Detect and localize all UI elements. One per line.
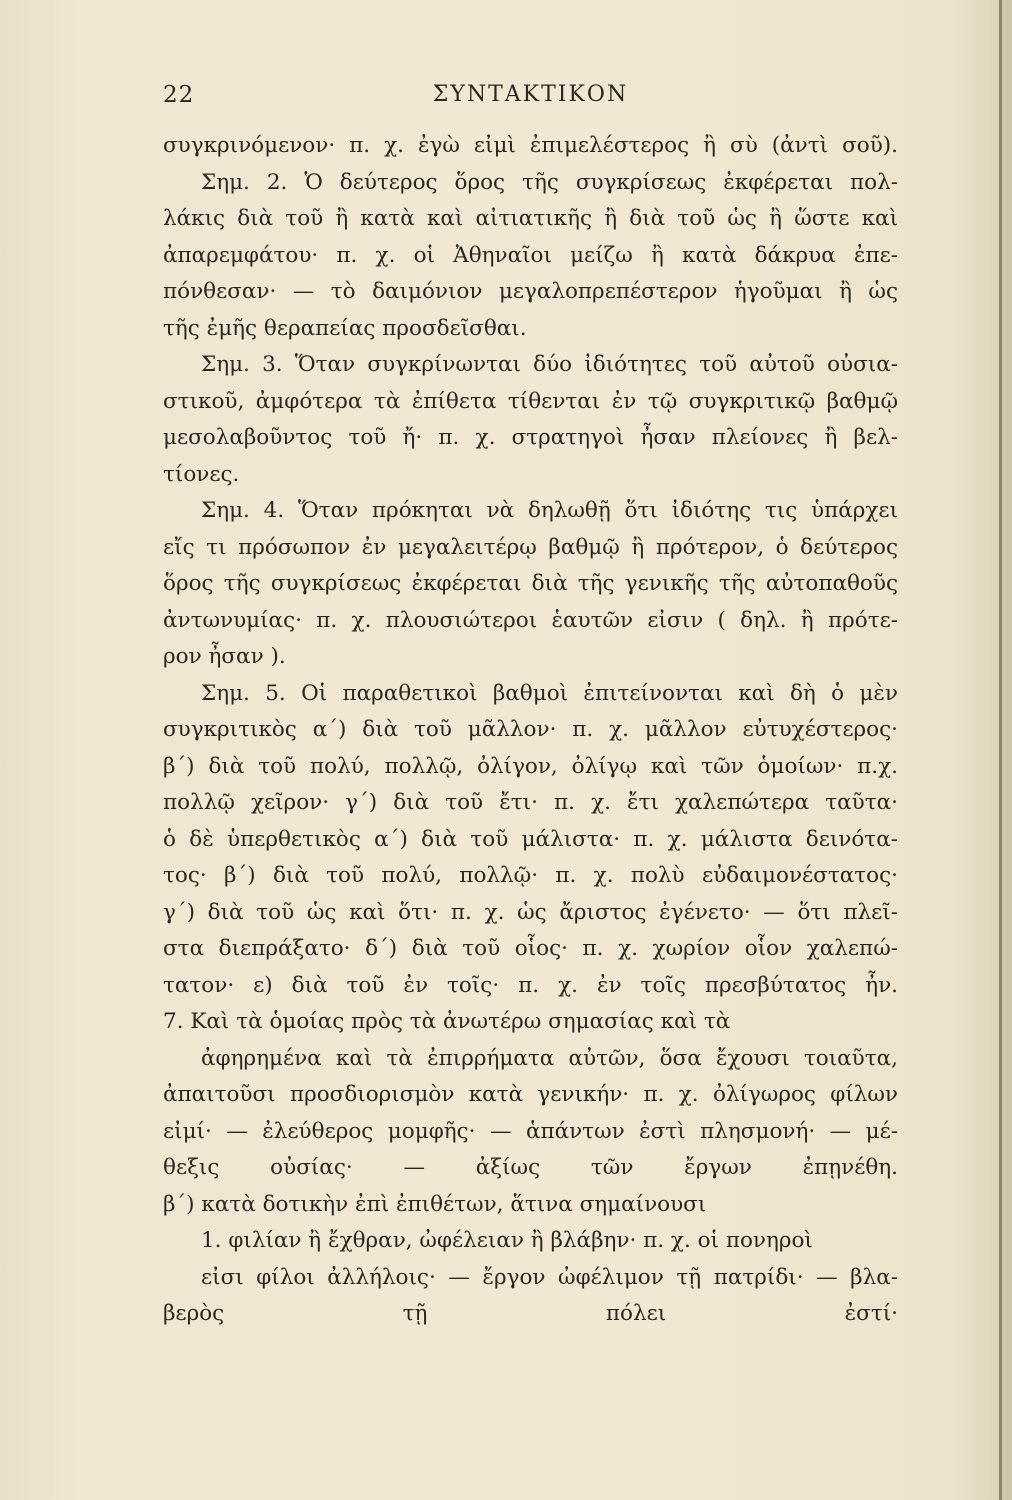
text-line: βερὸς τῇ πόλει ἐστί·: [163, 1301, 898, 1326]
text-line: θεξις οὐσίας· — ἀξίως τῶν ἔργων ἐπῃνέθη.: [163, 1155, 898, 1180]
text-line: 7. Καὶ τὰ ὁμοίας πρὸς τὰ ἀνωτέρω σημασίας καὶ τὰ: [163, 1009, 731, 1034]
text-line: ὅρος τῆς συγκρίσεως ἐκφέρεται διὰ τῆς γενικῆς τῆς αὐτοπαθοῦς: [163, 571, 898, 596]
text-line: β΄) κατὰ δοτικὴν ἐπὶ ἐπιθέτων, ἅτινα σημαίνουσι: [163, 1191, 707, 1217]
text-line: ἀφηρημένα καὶ τὰ ἐπιρρήματα αὐτῶν, ὅσα ἔχουσι τοιαῦτα,: [201, 1045, 898, 1071]
text-line: 1. φιλίαν ἢ ἔχθραν, ὠφέλειαν ἢ βλάβην· π. χ. οἱ πονηροὶ: [201, 1228, 813, 1253]
text-line: εἰσι φίλοι ἀλλήλοις· — ἔργον ὠφέλιμον τῇ πατρίδι· — βλα-: [201, 1264, 898, 1290]
text-line: στα διεπράξατο· δ΄) διὰ τοῦ οἷος· π. χ. χωρίον οἷον χαλεπώ-: [163, 936, 898, 961]
text-line: τος· β΄) διὰ τοῦ πολύ, πολλῷ· π. χ. πολὺ εὐδαιμονέστατος·: [163, 863, 898, 888]
text-line: πόνθεσαν· — τὸ δαιμόνιον μεγαλοπρεπέστερον ἡγοῦμαι ἢ ὡς: [163, 279, 898, 304]
text-line: γ΄) διὰ τοῦ ὡς καὶ ὅτι· π. χ. ὡς ἄριστος ἐγένετο· — ὅτι πλεῖ-: [163, 899, 898, 925]
text-line: τῆς ἐμῆς θεραπείας προσδεῖσθαι.: [163, 315, 527, 341]
text-line: πολλῷ χεῖρον· γ΄) διὰ τοῦ ἔτι· π. χ. ἔτι χαλεπώτερα ταῦτα·: [163, 790, 898, 815]
text-line: συγκριτικὸς α΄) διὰ τοῦ μᾶλλον· π. χ. μᾶλλον εὐτυχέστερος·: [163, 717, 898, 742]
text-line: Σημ. 5. Οἱ παραθετικοὶ βαθμοὶ ἐπιτείνονται καὶ δὴ ὁ μὲν: [201, 680, 898, 706]
text-line: εἴς τι πρόσωπον ἐν μεγαλειτέρῳ βαθμῷ ἢ πρότερον, ὁ δεύτερος: [163, 534, 898, 560]
text-line: εἰμί· — ἐλεύθερος μομφῆς· — ἁπάντων ἐστὶ πλησμονή· — μέ-: [163, 1118, 898, 1144]
page-edge-line: [999, 0, 1002, 1500]
text-line: ὁ δὲ ὑπερθετικὸς α΄) διὰ τοῦ μάλιστα· π. χ. μάλιστα δεινότα-: [163, 826, 898, 852]
text-line: [163, 1333, 898, 1370]
text-line: ἀντωνυμίας· π. χ. πλουσιώτεροι ἑαυτῶν εἰσιν ( δηλ. ἢ πρότε-: [163, 607, 898, 633]
page-number: 22: [163, 82, 195, 108]
body-text: [163, 128, 898, 1369]
text-line: στικοῦ, ἀμφότερα τὰ ἐπίθετα τίθενται ἐν τῷ συγκριτικῷ βαθμῷ: [163, 388, 898, 414]
text-line: Σημ. 2. Ὁ δεύτερος ὅρος τῆς συγκρίσεως ἐκφέρεται πολ-: [201, 169, 898, 195]
text-line: ἀπαιτοῦσι προσδιορισμὸν κατὰ γενικήν· π. χ. ὀλίγωρος φίλων: [163, 1082, 898, 1107]
text-line: Σημ. 4. Ὅταν πρόκηται νὰ δηλωθῇ ὅτι ἰδιότης τις ὑπάρχει: [201, 498, 898, 523]
text-line: β΄) διὰ τοῦ πολύ, πολλῷ, ὀλίγον, ὀλίγῳ καὶ τῶν ὁμοίων· π.χ.: [163, 753, 898, 779]
page-header: [163, 82, 898, 116]
text-line: συγκρινόμενον· π. χ. ἐγὼ εἰμὶ ἐπιμελέστερος ἢ σὺ (ἀντὶ σοῦ).: [163, 133, 898, 158]
text-line: τατον· ε) διὰ τοῦ ἐν τοῖς· π. χ. ἐν τοῖς πρεσβύτατος ἦν.: [163, 972, 898, 998]
text-line: λάκις διὰ τοῦ ἢ κατὰ καὶ αἰτιατικῆς ἢ διὰ τοῦ ὡς ἢ ὥστε καὶ: [163, 206, 898, 231]
text-line: ρον ἦσαν ).: [163, 644, 286, 669]
text-line: Σημ. 3. Ὅταν συγκρίνωνται δύο ἰδιότητες τοῦ αὐτοῦ οὐσια-: [201, 352, 898, 377]
text-line: τίονες.: [163, 461, 240, 487]
text-line: μεσολαβοῦντος τοῦ ἤ· π. χ. στρατηγοὶ ἦσαν πλείονες ἢ βελ-: [163, 425, 898, 450]
text-line: ἀπαρεμφάτου· π. χ. οἱ Ἀθηναῖοι μείζω ἢ κατὰ δάκρυα ἐπε-: [163, 242, 898, 268]
running-title: ΣΥΝΤΑΚΤΙΚΟΝ: [432, 82, 629, 107]
page-edge-shadow: [1002, 0, 1012, 1500]
